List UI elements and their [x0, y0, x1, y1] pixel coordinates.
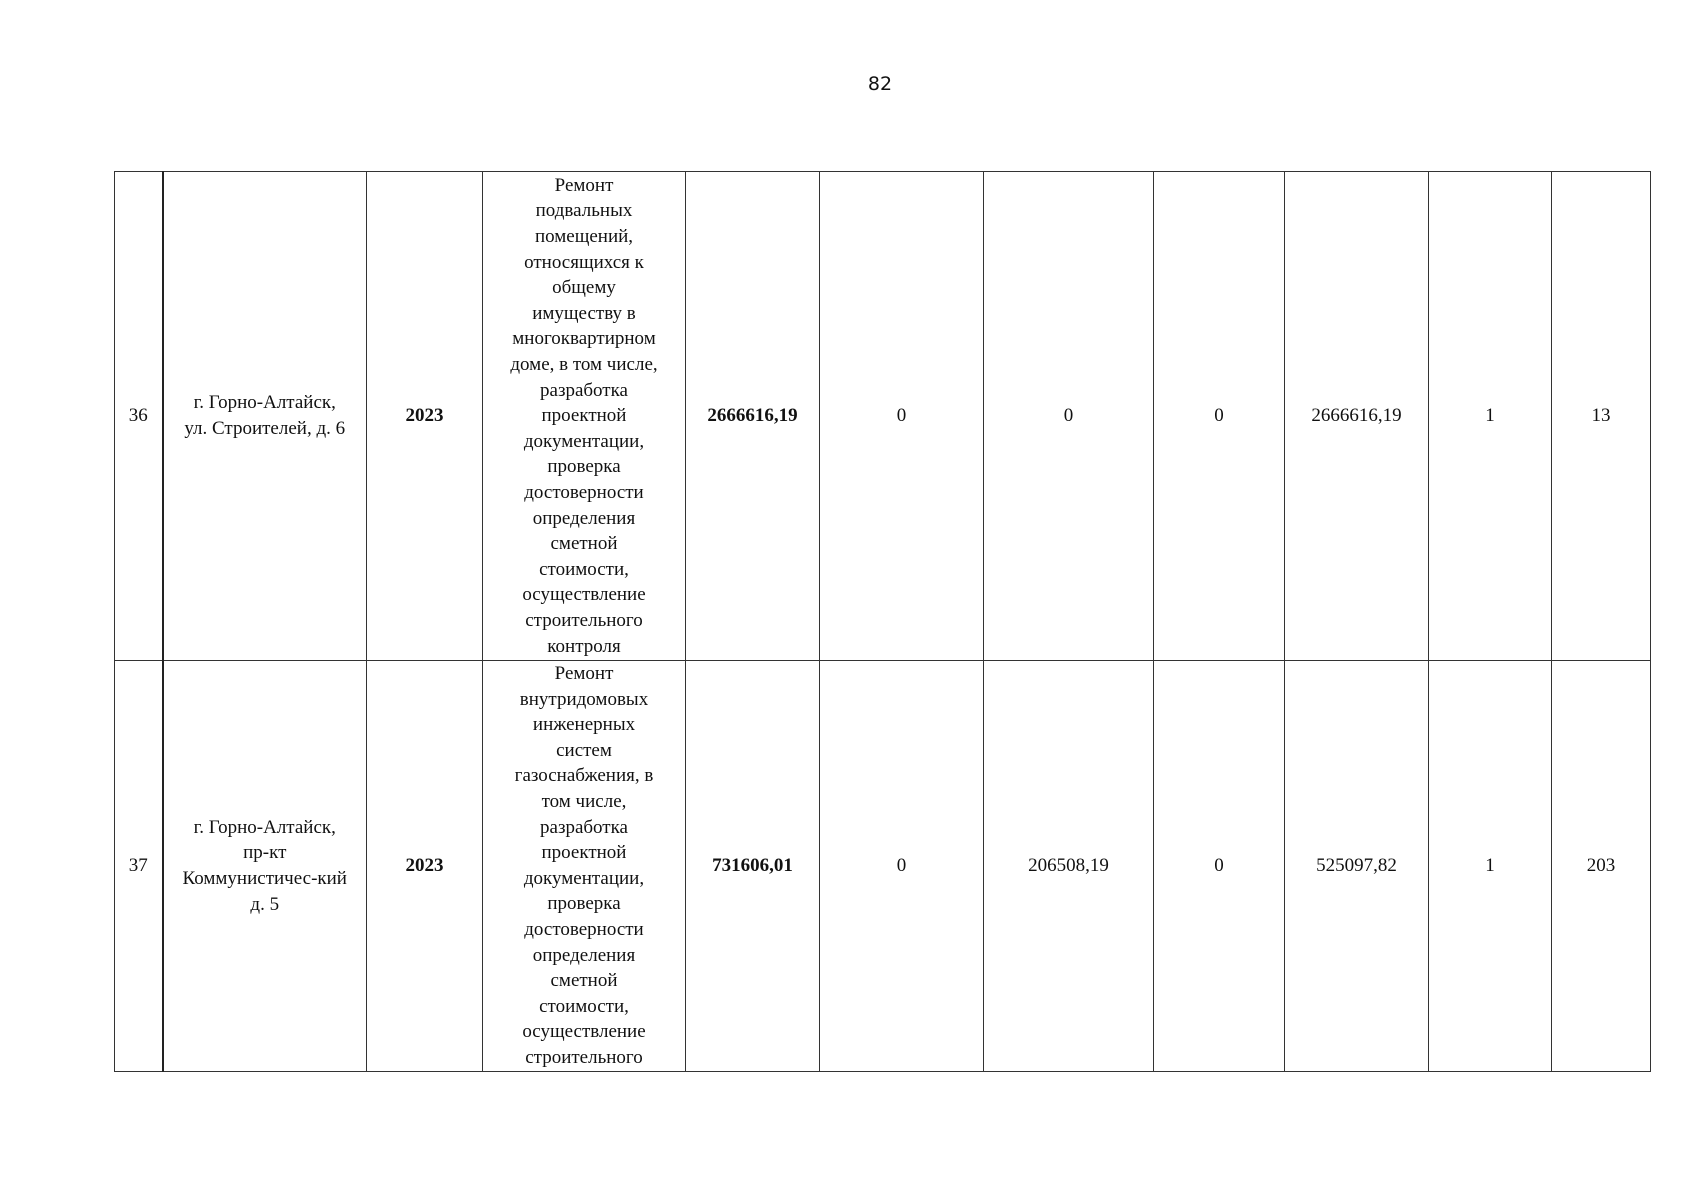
year-cell: 2023	[367, 661, 483, 1072]
value-cell: 0	[820, 661, 984, 1072]
row-number: 36	[115, 172, 163, 661]
address-cell: г. Горно-Алтайск, ул. Строителей, д. 6	[163, 172, 367, 661]
page-number: 82	[867, 73, 893, 95]
value-cell: 0	[820, 172, 984, 661]
value-cell: 0	[1154, 661, 1285, 1072]
value-cell: 1	[1429, 661, 1552, 1072]
total-cost-cell: 2666616,19	[686, 172, 820, 661]
total-cost-cell: 731606,01	[686, 661, 820, 1072]
value-cell: 206508,19	[984, 661, 1154, 1072]
value-cell: 203	[1552, 661, 1651, 1072]
value-cell: 525097,82	[1285, 661, 1429, 1072]
row-number: 37	[115, 661, 163, 1072]
value-cell: 1	[1429, 172, 1552, 661]
work-type-cell: Ремонт внутридомовых инженерных систем газоснабжения, в том числе, разработка проектной документации, проверка достоверности определения сметной стоимости, осуществление строительного	[483, 661, 686, 1072]
year-cell: 2023	[367, 172, 483, 661]
table-row	[115, 172, 1651, 661]
work-type-cell: Ремонт подвальных помещений, относящихся к общему имуществу в многоквартирном доме, в том числе, разработка проектной документации, проверка достоверности определения сметной стоимости, осуществление строительного контроля	[483, 172, 686, 661]
table-row	[115, 661, 1651, 1072]
address-cell: г. Горно-Алтайск, пр-кт Коммунистичес-кий д. 5	[163, 661, 367, 1072]
capital-repair-table	[114, 171, 1651, 1072]
value-cell: 0	[984, 172, 1154, 661]
value-cell: 13	[1552, 172, 1651, 661]
value-cell: 0	[1154, 172, 1285, 661]
value-cell: 2666616,19	[1285, 172, 1429, 661]
